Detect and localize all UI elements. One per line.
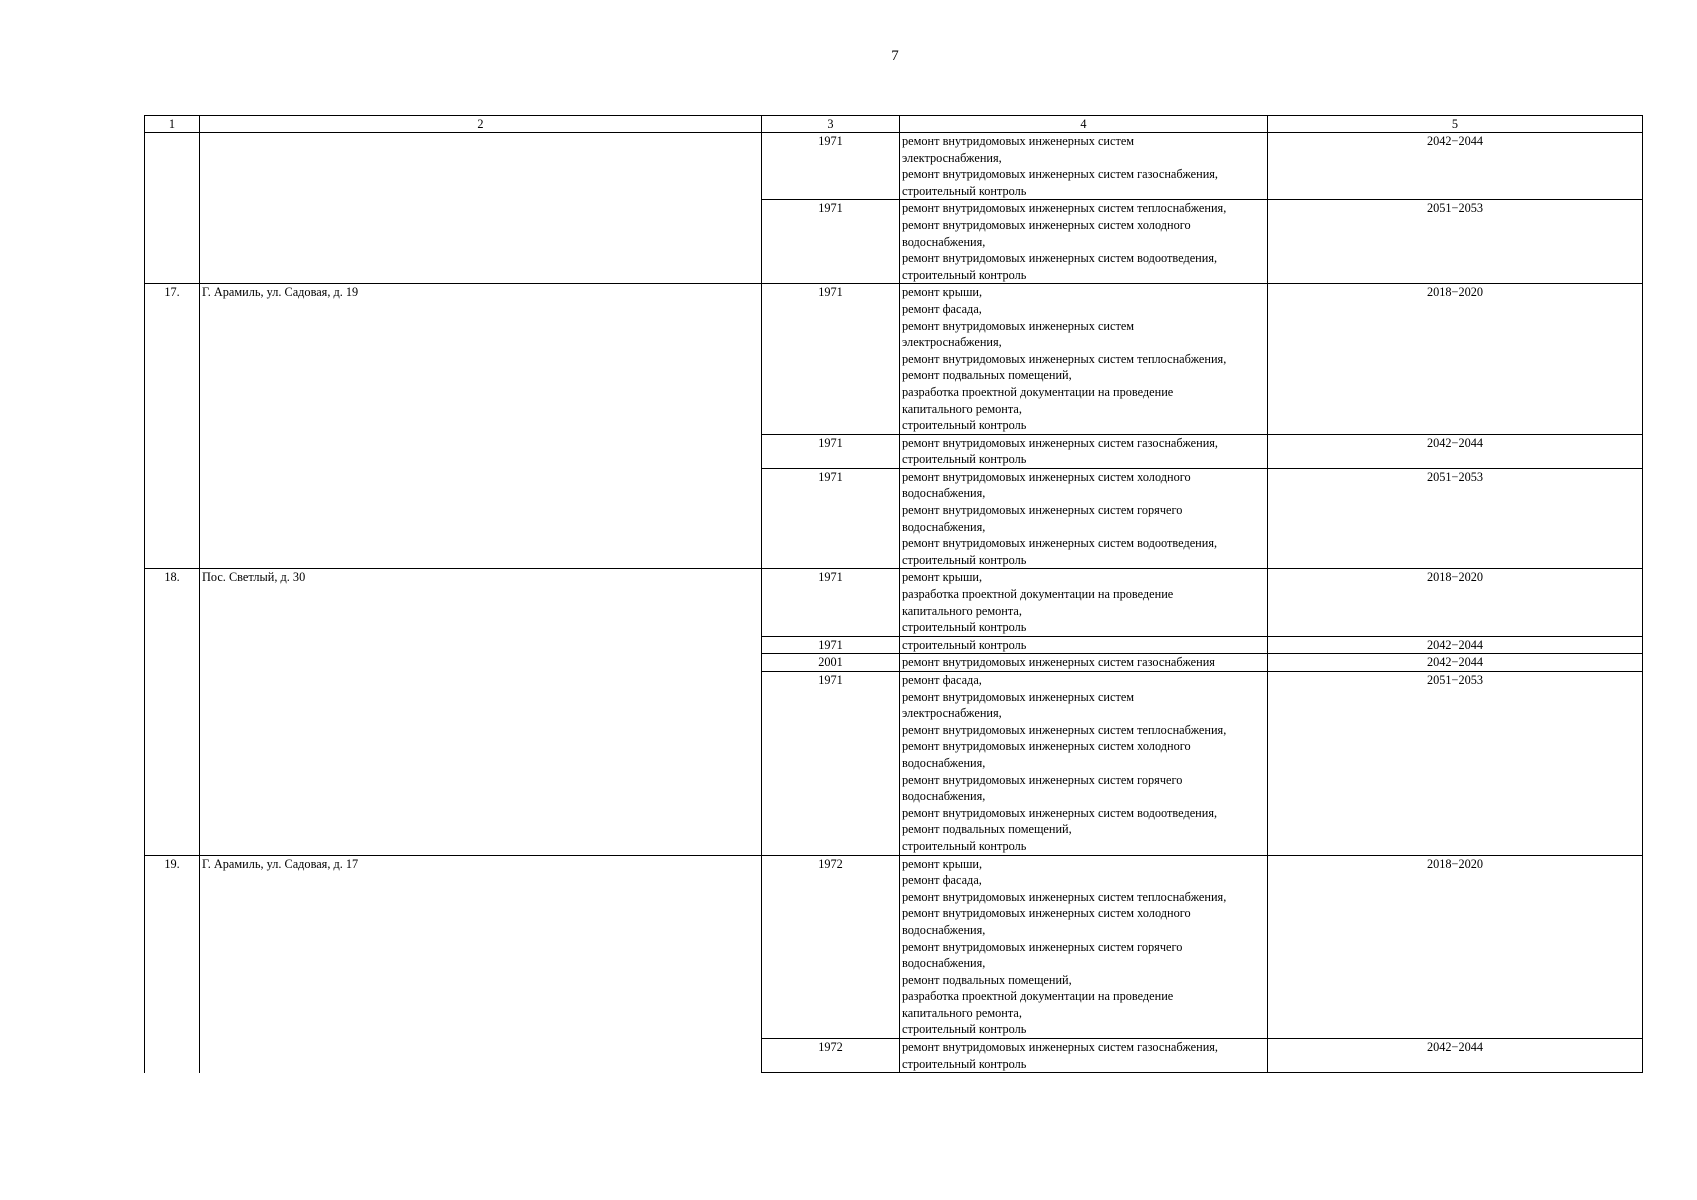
repair-period: 2042−2044: [1268, 1039, 1643, 1073]
repair-period: 2042−2044: [1268, 654, 1643, 672]
work-item: капитального ремонта,: [902, 401, 1022, 416]
row-number: 17.: [145, 284, 200, 569]
work-item: электроснабжения,: [902, 335, 1002, 350]
repair-works: [900, 468, 1268, 569]
row-number: 19.: [145, 855, 200, 1073]
table-row: [145, 284, 1643, 434]
row-number: [145, 133, 200, 284]
commission-year: 2001: [762, 654, 900, 672]
work-item: ремонт фасада,: [902, 301, 982, 316]
capital-repair-table: [144, 115, 1643, 1073]
building-address: Г. Арамиль, ул. Садовая, д. 19: [200, 284, 762, 569]
work-item: ремонт подвальных помещений,: [902, 972, 1072, 987]
work-item: строительный контроль: [902, 1022, 1027, 1037]
repair-period: 2042−2044: [1268, 434, 1643, 468]
work-item: ремонт внутридомовых инженерных систем: [902, 689, 1135, 704]
work-item: водоснабжения,: [902, 486, 986, 501]
repair-works: [900, 569, 1268, 636]
repair-works: [900, 284, 1268, 434]
work-item: водоснабжения,: [902, 755, 986, 770]
work-item: ремонт внутридомовых инженерных систем горячего: [902, 939, 1183, 954]
table-row: [145, 569, 1643, 636]
work-item: ремонт фасада,: [902, 673, 982, 687]
repair-works: [900, 133, 1268, 200]
work-item: ремонт внутридомовых инженерных систем горячего: [902, 503, 1183, 518]
table-row: [145, 133, 1643, 200]
repair-works: [900, 200, 1268, 284]
work-item: ремонт подвальных помещений,: [902, 822, 1072, 837]
commission-year: 1971: [762, 133, 900, 200]
building-address: Г. Арамиль, ул. Садовая, д. 17: [200, 855, 762, 1073]
table-body: [145, 133, 1643, 1073]
work-item: электроснабжения,: [902, 150, 1002, 165]
work-item: капитального ремонта,: [902, 1005, 1022, 1020]
commission-year: 1972: [762, 855, 900, 1039]
repair-period: 2042−2044: [1268, 636, 1643, 654]
work-item: ремонт крыши,: [902, 285, 983, 300]
work-item: ремонт крыши,: [902, 856, 983, 871]
work-item: водоснабжения,: [902, 519, 986, 534]
work-item: ремонт внутридомовых инженерных систем холодного: [902, 739, 1191, 754]
repair-period: 2051−2053: [1268, 672, 1643, 856]
header-row: [145, 116, 1643, 133]
repair-works: [900, 1039, 1268, 1073]
repair-works: [900, 654, 1268, 672]
work-item: строительный контроль: [902, 452, 1027, 467]
repair-period: 2042−2044: [1268, 133, 1643, 200]
work-item: капитального ремонта,: [902, 603, 1022, 618]
commission-year: 1971: [762, 636, 900, 654]
work-item: ремонт внутридомовых инженерных систем водоотведения,: [902, 805, 1218, 820]
work-item: ремонт внутридомовых инженерных систем газоснабжения,: [902, 167, 1219, 182]
work-item: ремонт фасада,: [902, 873, 982, 888]
commission-year: 1971: [762, 200, 900, 284]
work-item: ремонт крыши,: [902, 570, 983, 585]
work-item: ремонт внутридомовых инженерных систем теплоснабжения,: [902, 201, 1227, 216]
work-item: ремонт внутридомовых инженерных систем водоотведения,: [902, 251, 1218, 266]
commission-year: 1971: [762, 434, 900, 468]
work-item: строительный контроль: [902, 838, 1027, 853]
repair-works: [900, 672, 1268, 856]
work-item: ремонт подвальных помещений,: [902, 368, 1072, 383]
work-item: ремонт внутридомовых инженерных систем водоотведения,: [902, 536, 1218, 551]
work-item: строительный контроль: [902, 183, 1027, 198]
row-number: 18.: [145, 569, 200, 855]
work-item: ремонт внутридомовых инженерных систем: [902, 318, 1135, 333]
commission-year: 1972: [762, 1039, 900, 1073]
column-header-3: 3: [762, 116, 900, 133]
column-header-2: 2: [200, 116, 762, 133]
work-item: разработка проектной документации на проведение: [902, 587, 1174, 602]
repair-period: 2051−2053: [1268, 468, 1643, 569]
column-header-4: 4: [900, 116, 1268, 133]
work-item: ремонт внутридомовых инженерных систем газоснабжения,: [902, 1040, 1219, 1055]
repair-works: [900, 855, 1268, 1039]
column-header-5: 5: [1268, 116, 1643, 133]
work-item: строительный контроль: [902, 620, 1027, 635]
work-item: ремонт внутридомовых инженерных систем холодного: [902, 469, 1191, 484]
work-item: водоснабжения,: [902, 922, 986, 937]
column-header-1: 1: [145, 116, 200, 133]
commission-year: 1971: [762, 569, 900, 636]
building-address: Пос. Светлый, д. 30: [200, 569, 762, 855]
repair-period: 2018−2020: [1268, 284, 1643, 434]
work-item: водоснабжения,: [902, 956, 986, 971]
work-item: строительный контроль: [902, 418, 1027, 433]
work-item: ремонт внутридомовых инженерных систем: [902, 134, 1135, 148]
work-item: водоснабжения,: [902, 789, 986, 804]
repair-works: [900, 434, 1268, 468]
work-item: электроснабжения,: [902, 706, 1002, 721]
work-item: строительный контроль: [902, 637, 1027, 652]
work-item: ремонт внутридомовых инженерных систем газоснабжения,: [902, 435, 1219, 450]
building-address: [200, 133, 762, 284]
work-item: водоснабжения,: [902, 234, 986, 249]
work-item: строительный контроль: [902, 1056, 1027, 1071]
work-item: ремонт внутридомовых инженерных систем холодного: [902, 906, 1191, 921]
work-item: ремонт внутридомовых инженерных систем холодного: [902, 217, 1191, 232]
work-item: ремонт внутридомовых инженерных систем теплоснабжения,: [902, 722, 1227, 737]
work-item: разработка проектной документации на проведение: [902, 989, 1174, 1004]
repair-period: 2051−2053: [1268, 200, 1643, 284]
repair-works: [900, 636, 1268, 654]
work-item: строительный контроль: [902, 552, 1027, 567]
repair-period: 2018−2020: [1268, 855, 1643, 1039]
table-row: [145, 855, 1643, 1039]
work-item: ремонт внутридомовых инженерных систем теплоснабжения,: [902, 889, 1227, 904]
page-number: 7: [891, 48, 899, 64]
work-item: ремонт внутридомовых инженерных систем горячего: [902, 772, 1183, 787]
commission-year: 1971: [762, 468, 900, 569]
work-item: строительный контроль: [902, 267, 1027, 282]
commission-year: 1971: [762, 284, 900, 434]
work-item: разработка проектной документации на проведение: [902, 384, 1174, 399]
repair-period: 2018−2020: [1268, 569, 1643, 636]
work-item: ремонт внутридомовых инженерных систем теплоснабжения,: [902, 351, 1227, 366]
commission-year: 1971: [762, 672, 900, 856]
work-item: ремонт внутридомовых инженерных систем газоснабжения: [902, 655, 1215, 670]
